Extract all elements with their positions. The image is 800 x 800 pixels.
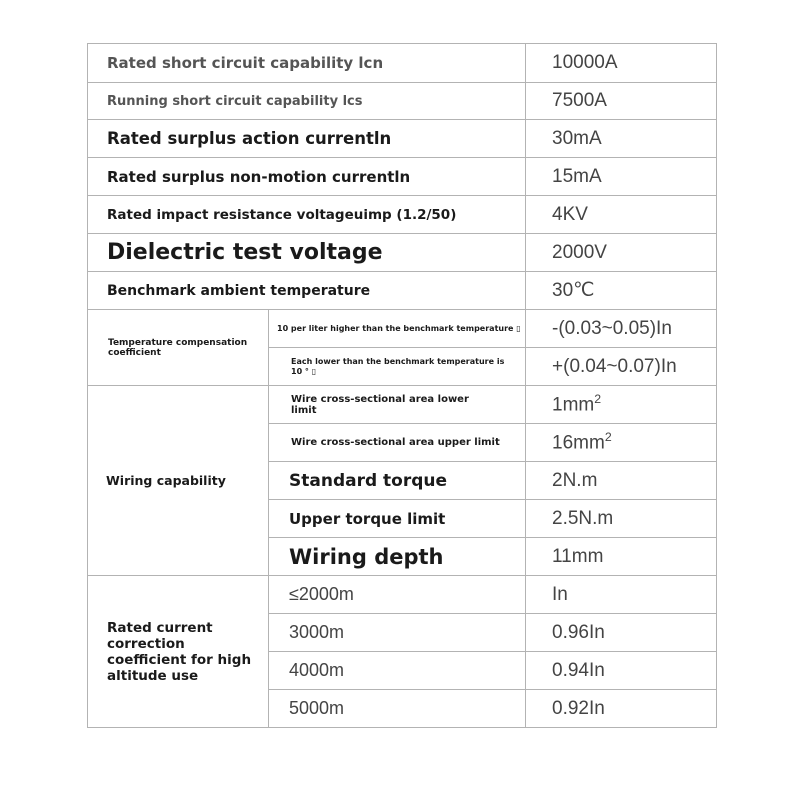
altitude-cell: 4000m — [269, 652, 526, 690]
spec-value: 10000A — [526, 44, 717, 83]
sub-label: 10 per liter higher than the benchmark temperature ▯ — [269, 310, 526, 348]
spec-value: 30mA — [526, 120, 717, 158]
table-row — [88, 234, 717, 272]
spec-value: 15mA — [526, 158, 717, 196]
group-label-temperature-compensation — [88, 310, 269, 386]
spec-label: Running short circuit capability lcs — [88, 83, 526, 120]
altitude-cell: 3000m — [269, 614, 526, 652]
altitude-cell: ≤2000m — [269, 576, 526, 614]
table-row — [88, 386, 717, 424]
table-row — [88, 310, 717, 348]
spec-value: 4KV — [526, 196, 717, 234]
spec-label: Rated short circuit capability lcn — [88, 44, 526, 83]
spec-label: Rated impact resistance voltageuimp (1.2/50) — [88, 196, 526, 234]
altitude-cell: 5000m — [269, 690, 526, 728]
spec-table — [87, 43, 717, 728]
spec-value: -(0.03~0.05)In — [526, 310, 717, 348]
table-row — [88, 196, 717, 234]
table-row — [88, 576, 717, 614]
table-row — [88, 83, 717, 120]
value-superscript: 2 — [604, 430, 612, 445]
group-label-altitude — [88, 576, 269, 728]
spec-value: +(0.04~0.07)In — [526, 348, 717, 386]
spec-value: 2.5N.m — [526, 500, 717, 538]
sub-label-text: Each lower than the benchmark temperature is 10 ° ▯ — [291, 356, 505, 376]
spec-value — [526, 424, 717, 462]
group-label-wiring-capability: Wiring capability — [88, 386, 269, 576]
spec-value: In — [526, 576, 717, 614]
sub-label-text: Wire cross-sectional area lower limit — [291, 393, 469, 416]
sub-label: Wire cross-sectional area upper limit — [269, 424, 526, 462]
spec-value: 2000V — [526, 234, 717, 272]
spec-value: 0.94In — [526, 652, 717, 690]
sub-label: Upper torque limit — [269, 500, 526, 538]
spec-value — [526, 386, 717, 424]
spec-value: 2N.m — [526, 462, 717, 500]
sub-label: Standard torque — [269, 462, 526, 500]
group-label-text: Temperature compensation coefficient — [108, 337, 248, 358]
table-row — [88, 44, 717, 83]
spec-value: 30℃ — [526, 272, 717, 310]
table-row — [88, 272, 717, 310]
spec-label: Rated surplus action currentln — [88, 120, 526, 158]
spec-value: 0.92In — [526, 690, 717, 728]
spec-value: 7500A — [526, 83, 717, 120]
table-row — [88, 120, 717, 158]
value-text: 1mm — [552, 394, 595, 416]
value-superscript: 2 — [594, 392, 602, 407]
spec-label: Benchmark ambient temperature — [88, 272, 526, 310]
spec-value: 11mm — [526, 538, 717, 576]
group-label-text: Rated current correction coefficient for high altitude use — [107, 619, 252, 684]
spec-value: 0.96In — [526, 614, 717, 652]
value-text: 16mm — [552, 432, 605, 454]
sub-label — [269, 348, 526, 386]
sub-label: Wiring depth — [269, 538, 526, 576]
sub-label — [269, 386, 526, 424]
spec-label: Rated surplus non-motion currentln — [88, 158, 526, 196]
table-row — [88, 158, 717, 196]
spec-label: Dielectric test voltage — [88, 234, 526, 272]
